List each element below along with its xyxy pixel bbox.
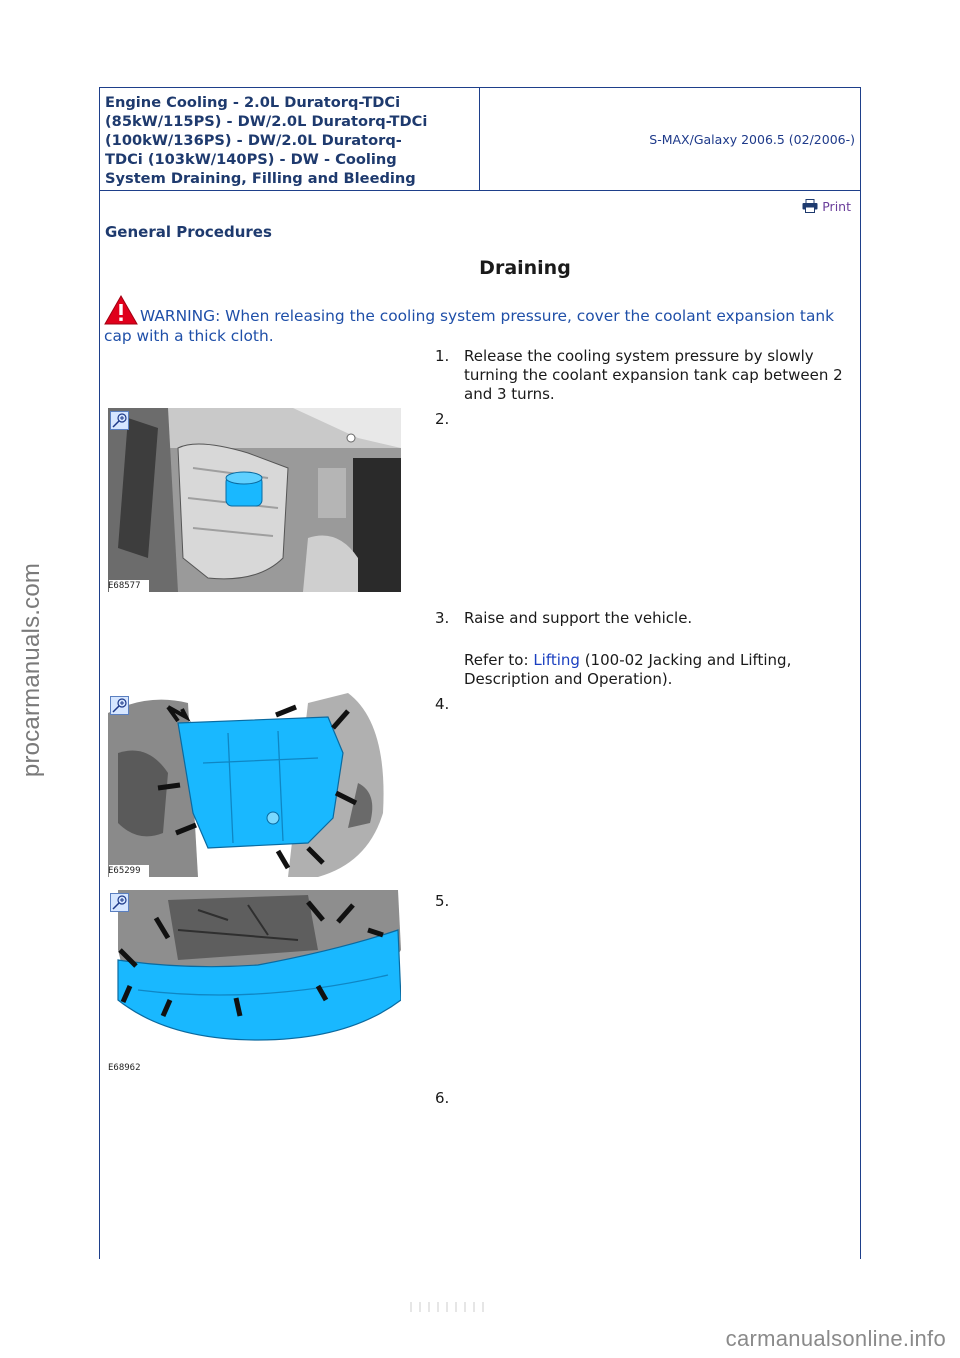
figure-expansion-tank	[108, 408, 401, 592]
procedure-heading: Draining	[479, 257, 571, 279]
zoom-icon[interactable]	[110, 411, 129, 430]
figure-code: E65299	[108, 866, 141, 876]
page-footer-faint	[410, 1302, 490, 1312]
page-title: Engine Cooling - 2.0L Duratorq-TDCi (85kW/115PS) - DW/2.0L Duratorq-TDCi (100kW/136PS) - DW/2.0L Duratorq- TDCi (103kW/140PS) - DW - Cooling System Draining, Filling and Bleeding	[100, 88, 480, 190]
zoom-icon[interactable]	[110, 893, 129, 912]
splash-shield-illustration	[108, 890, 401, 1074]
document-header	[100, 88, 860, 191]
figure-front-splash-shield	[108, 890, 401, 1074]
step-3: 3. Raise and support the vehicle. Refer to: Lifting (100-02 Jacking and Lifting, Description and Operation).	[435, 609, 792, 688]
side-watermark: procarmanuals.com	[18, 562, 45, 778]
step-1: 1. Release the cooling system pressure by slowly turning the coolant expansion tank cap between 2 and 3 turns.	[435, 347, 843, 403]
zoom-icon[interactable]	[110, 696, 129, 715]
warning-note: WARNING: When releasing the cooling system pressure, cover the coolant expansion tank cap with a thick cloth.	[104, 295, 840, 346]
printer-icon	[802, 199, 818, 213]
figure-code: E68962	[108, 1063, 141, 1073]
expansion-tank-illustration	[108, 408, 401, 592]
manual-page: Engine Cooling - 2.0L Duratorq-TDCi (85kW/115PS) - DW/2.0L Duratorq-TDCi (100kW/136PS) - DW/2.0L Duratorq- TDCi (103kW/140PS) - DW - Cooling System Draining, Filling and Bleeding S-MAX/Galaxy 2006.5 (02/2006-) Print General Procedures Draining WARNING: When releasing the cooling system pressure, cover the coolant expansion tank cap with a thick cloth. 1. Release the cooling system pressure by slowly turning the coolant expansion tank cap between 2 and 3 turns. E68577 2. 3. Raise and support the vehicle. Refer to: Lifting (100-02 Jacking and Lifting, Description and Operation). E65299 4. E68962 5. 6.	[99, 87, 861, 1259]
bottom-watermark: carmanualsonline.info	[725, 1326, 946, 1351]
print-button[interactable]: Print	[802, 199, 851, 214]
vehicle-model: S-MAX/Galaxy 2006.5 (02/2006-)	[649, 131, 855, 147]
figure-code: E68577	[108, 581, 141, 591]
lifting-link[interactable]: Lifting	[533, 651, 580, 669]
undershield-illustration	[108, 693, 401, 877]
section-heading: General Procedures	[105, 223, 272, 241]
figure-undershield	[108, 693, 401, 877]
warning-icon	[104, 295, 138, 325]
